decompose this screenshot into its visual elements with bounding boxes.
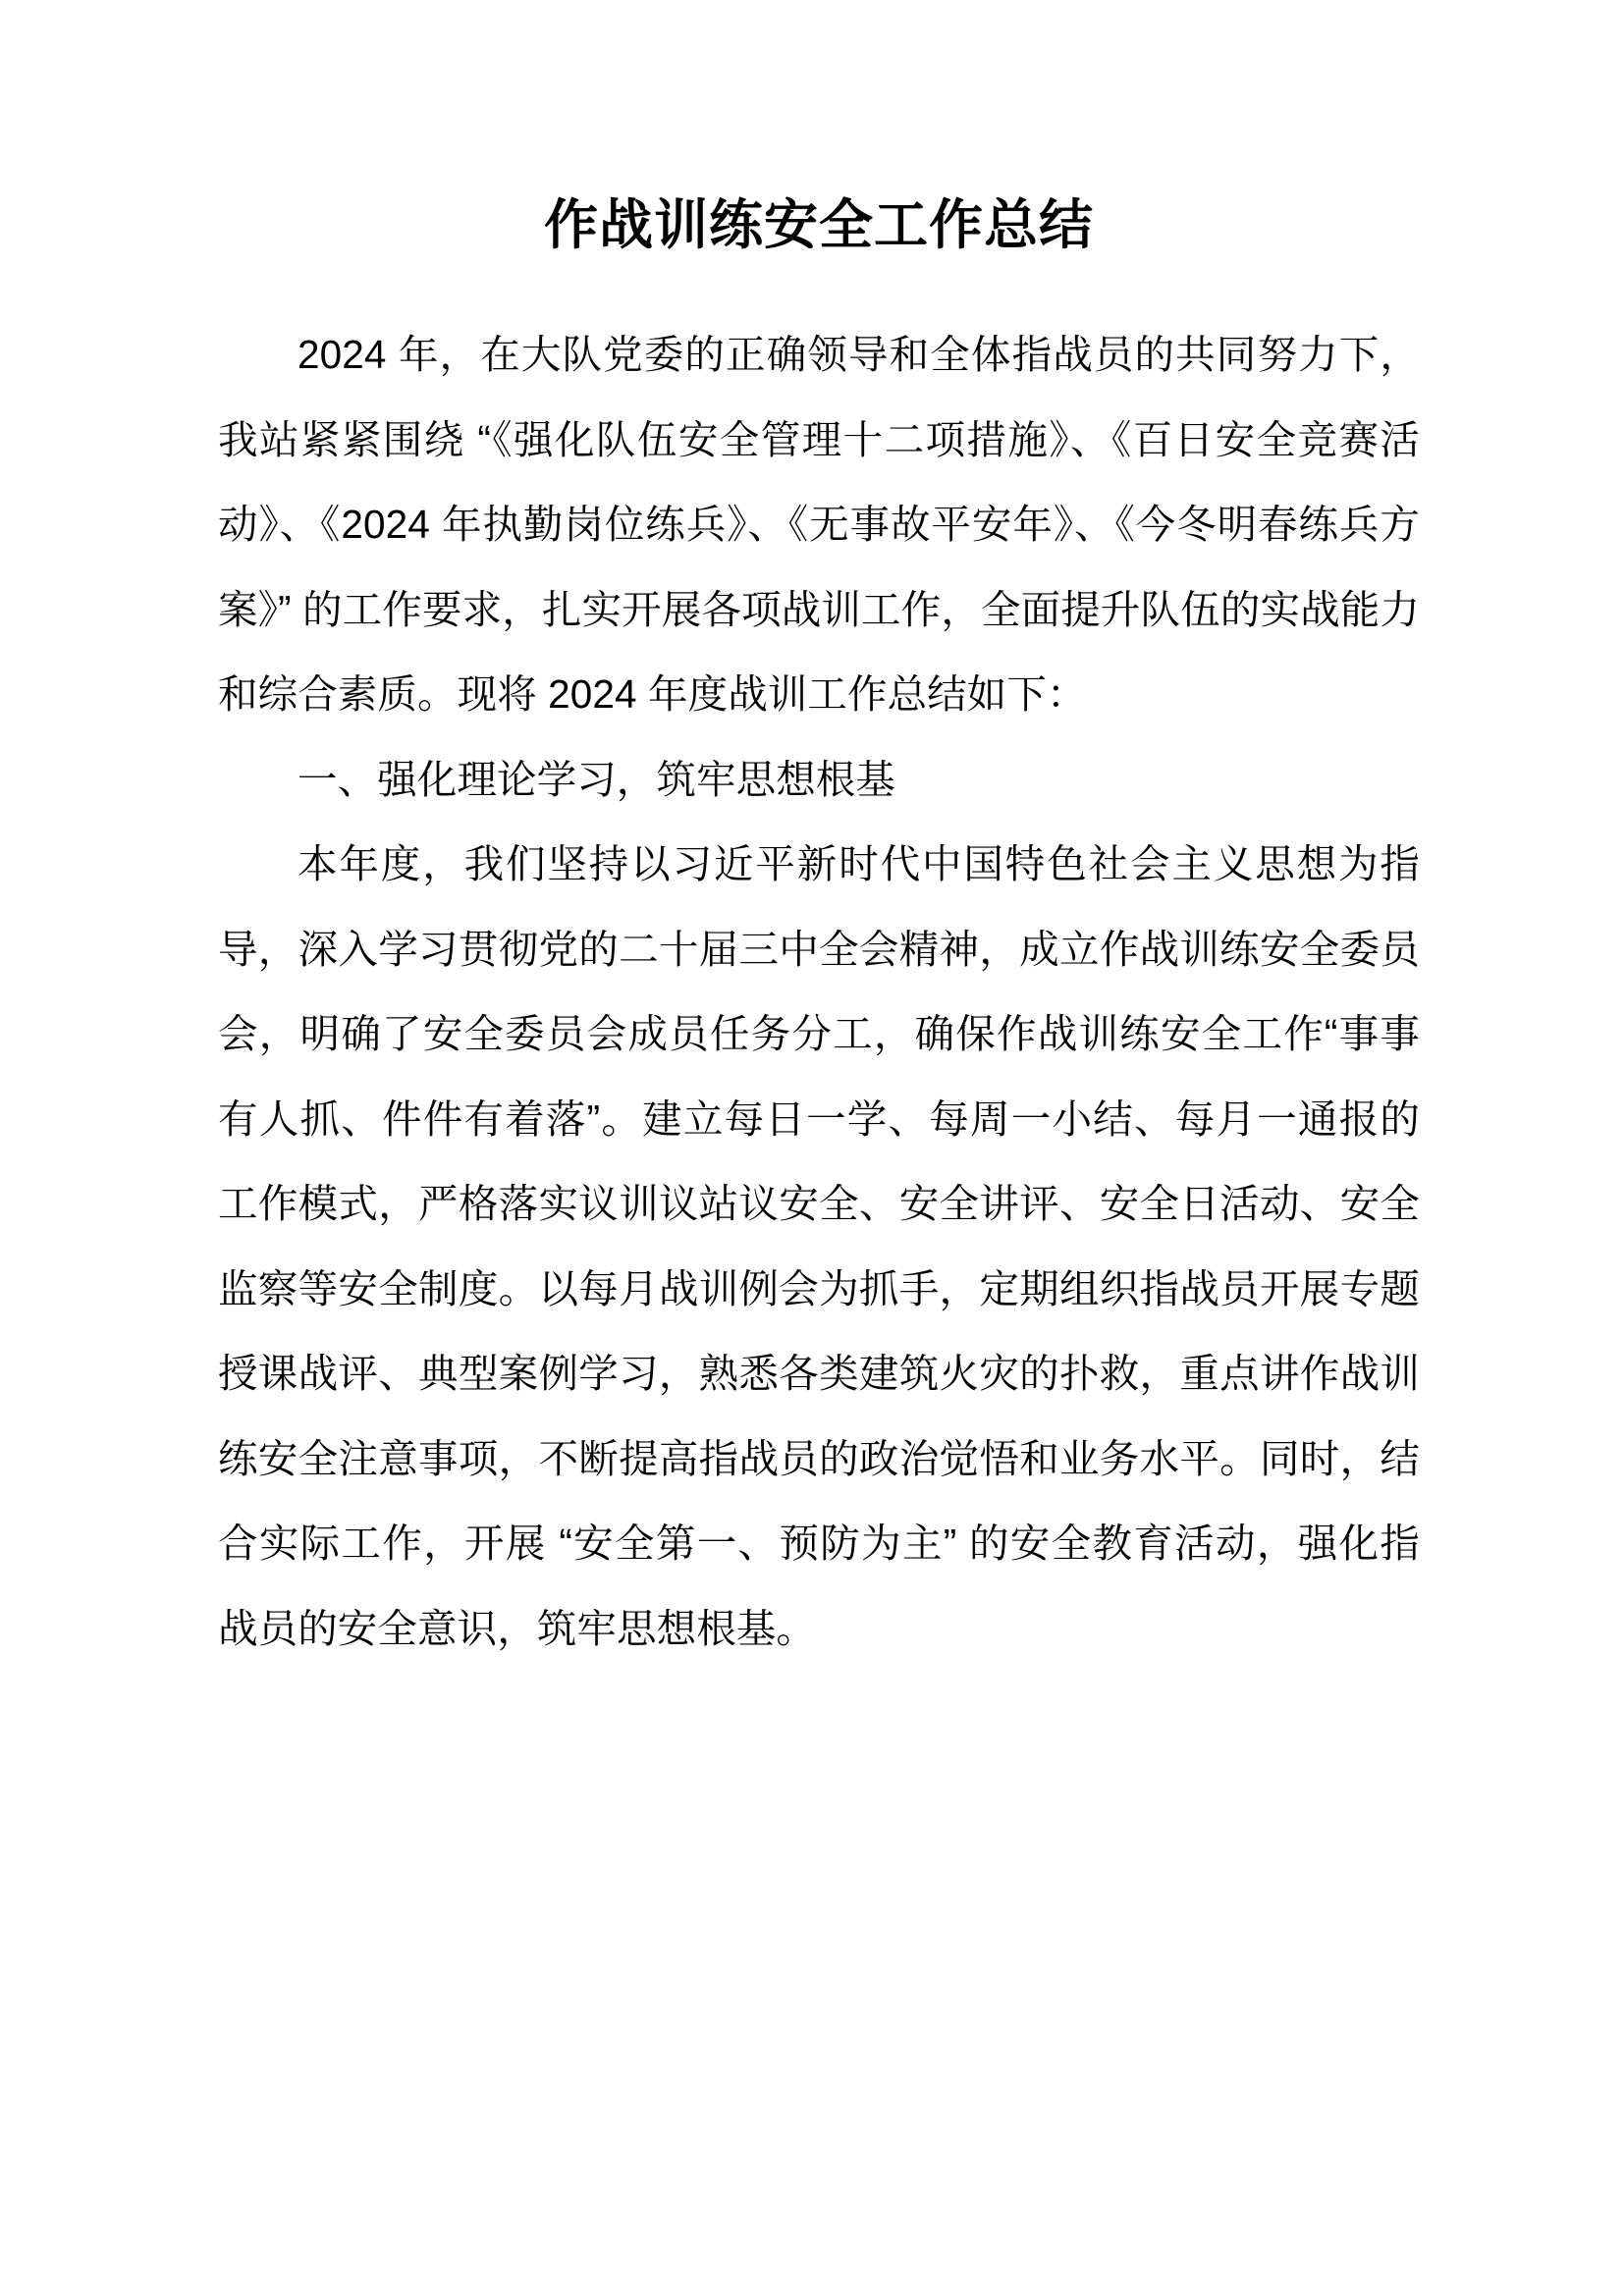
paragraph-section-1-body: 本年度，我们坚持以习近平新时代中国特色社会主义思想为指导，深入学习贯彻党的二十届三中全会精神，成立作战训练安全委员会，明确了安全委员会成员任务分工，确保作战训练安全工作“事事有人抓、件件有着落”。建立每日一学、每周一小结、每月一通报的工作模式，严格落实议训议站议安全、安全讲评、安全日活动、安全监察等安全制度。以每月战训例会为抓手，定期组织指战员开展专题授课战评、典型案例学习，熟悉各类建筑火灾的扑救，重点讲作战训练安全注意事项，不断提高指战员的政治觉悟和业务水平。同时，结合实际工作，开展 “安全第一、预防为主” 的安全教育活动，强化指战员的安全意识，筑牢思想根基。 xyxy=(218,841,1420,1651)
page-title: 作战训练安全工作总结 xyxy=(543,194,1094,255)
document-body xyxy=(218,183,1420,1671)
paragraph-intro: 2024 年，在大队党委的正确领导和全体指战员的共同努力下，我站紧紧围绕 “《强化队伍安全管理十二项措施》、《百日安全竞赛活动》、《2024 年执勤岗位练兵》、《无事故平安年》、《今冬明春练兵方案》” 的工作要求，扎实开展各项战训工作，全面提升队伍的实战能力和综合素质。现将 2024 年度战训工作总结如下： xyxy=(218,332,1420,717)
section-heading-1: 一、强化理论学习，筑牢思想根基 xyxy=(298,756,895,802)
